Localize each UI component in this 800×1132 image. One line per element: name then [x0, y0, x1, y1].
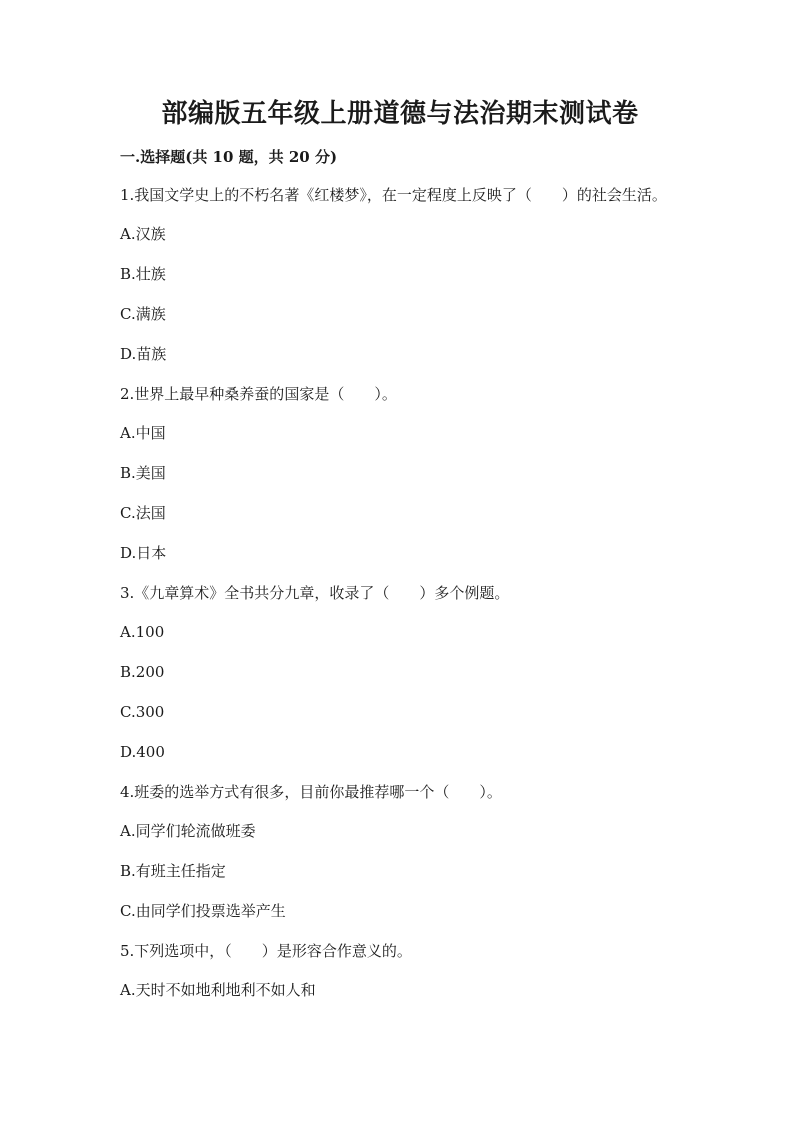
- option-c: C.由同学们投票选举产生: [120, 902, 286, 920]
- option-b: B.壮族: [120, 265, 166, 283]
- question-2: [120, 383, 690, 565]
- option-d: D.日本: [120, 544, 167, 562]
- question-5: [120, 940, 690, 1002]
- option-d: D.苗族: [120, 345, 167, 363]
- option-a: A.中国: [120, 424, 166, 442]
- question-1: [120, 184, 690, 366]
- option-d: D.400: [120, 743, 165, 761]
- question-3: [120, 582, 690, 764]
- option-a: A.汉族: [120, 225, 166, 243]
- question-stem: 1.我国文学史上的不朽名著《红楼梦》，在一定程度上反映了（ ）的社会生活。: [120, 186, 667, 204]
- question-stem: 3.《九章算术》全书共分九章，收录了（ ）多个例题。: [120, 584, 510, 602]
- option-b: B.美国: [120, 464, 166, 482]
- section-heading: 一.选择题(共 10 题，共 20 分): [120, 148, 338, 166]
- question-list: [120, 184, 690, 1019]
- exam-title: 部编版五年级上册道德与法治期末测试卷: [161, 99, 639, 129]
- option-a: A.100: [120, 623, 165, 641]
- question-stem: 2.世界上最早种桑养蚕的国家是（ ）。: [120, 385, 397, 403]
- option-c: C.法国: [120, 504, 166, 522]
- option-b: B.200: [120, 663, 165, 681]
- option-c: C.300: [120, 703, 165, 721]
- question-4: [120, 781, 690, 923]
- option-c: C.满族: [120, 305, 166, 323]
- question-stem: 4.班委的选举方式有很多，目前你最推荐哪一个（ ）。: [120, 783, 502, 801]
- question-stem: 5.下列选项中，（ ）是形容合作意义的。: [120, 942, 412, 960]
- option-b: B.有班主任指定: [120, 862, 226, 880]
- option-a: A.同学们轮流做班委: [120, 822, 256, 840]
- option-a: A.天时不如地利地利不如人和: [120, 981, 316, 999]
